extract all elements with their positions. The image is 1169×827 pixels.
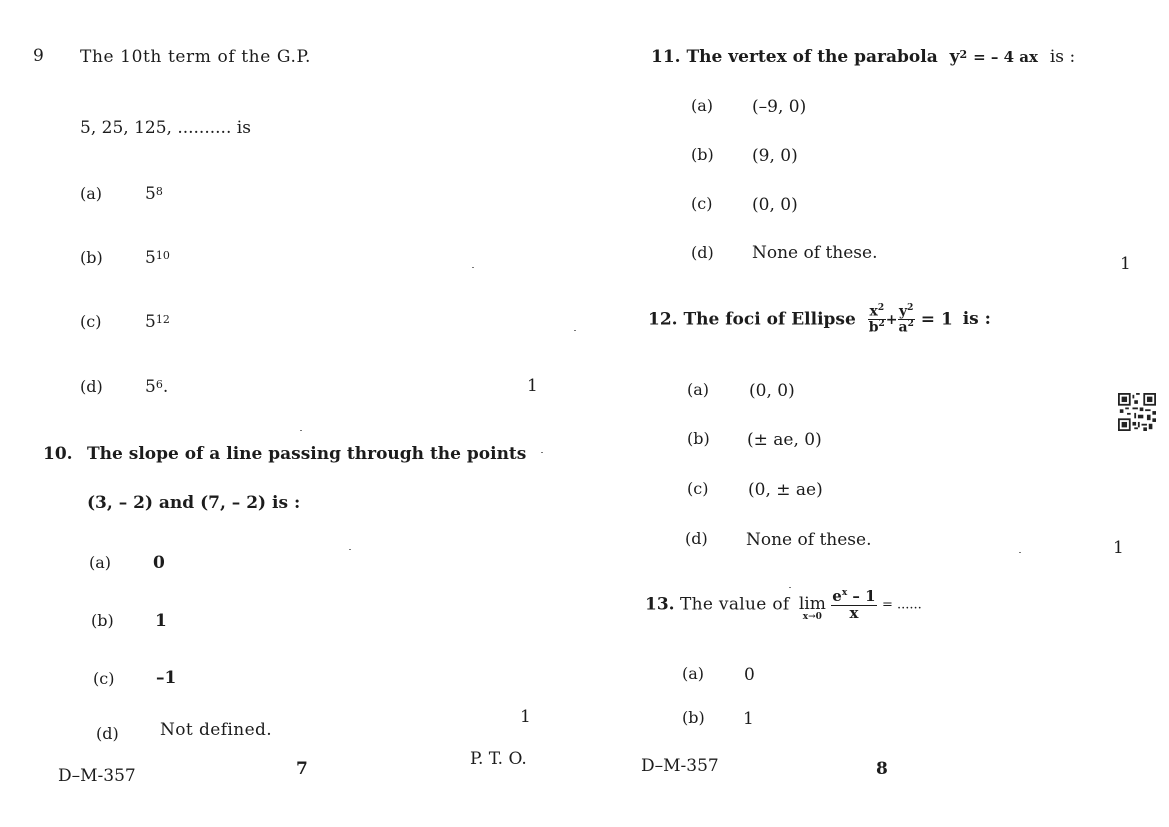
q12-option-a-value: (0, 0): [749, 381, 795, 401]
q10-option-a-value: 0: [153, 553, 165, 573]
q13-option-a-value: 0: [744, 665, 755, 685]
q9-option-c-value: [145, 312, 170, 332]
q12-frac2-num-var: y: [899, 303, 908, 320]
q11-option-a-value: (–9, 0): [752, 97, 807, 117]
left-footer-code: D–M-357: [58, 766, 136, 786]
q13-num-exp: x: [841, 587, 848, 598]
q12-frac2-den-var: a: [898, 320, 908, 336]
q12-plus-sign: +: [885, 311, 898, 328]
q11-option-a-label: (a): [691, 96, 714, 115]
q13-option-b-label: (b): [682, 708, 705, 727]
q13-limit: [799, 588, 826, 622]
q13-num-rest: – 1: [847, 586, 876, 605]
q13-option-b-value: 1: [743, 709, 754, 729]
q9-option-d-value: [145, 377, 168, 397]
q10-option-b-value: 1: [155, 611, 167, 631]
q11-eq-rhs: = – 4 ax: [973, 48, 1038, 66]
q9-option-a-exponent: 8: [155, 185, 163, 198]
scan-speck: [472, 267, 474, 268]
q13-stem-suffix: = ......: [881, 597, 922, 613]
q9-option-b-label: (b): [80, 248, 103, 267]
q10-option-d-label: (d): [96, 724, 119, 743]
q11-equation: [950, 47, 1038, 67]
q10-marks: 1: [520, 707, 531, 727]
right-footer-code: D–M-357: [641, 756, 719, 776]
q10-option-c-value: –1: [156, 668, 177, 688]
q11-number: 11.: [651, 47, 681, 67]
q12-fraction-x2-b2: [868, 304, 886, 336]
q9-option-d-suffix: .: [162, 377, 169, 397]
q12-frac1-den-var: b: [868, 320, 879, 336]
q12-frac2-num-exp: 2: [907, 303, 914, 313]
scan-speck: [300, 430, 302, 431]
q12-option-c-value: (0, ± ae): [748, 480, 823, 500]
q9-option-c-base: 5: [145, 312, 156, 332]
q13-fraction: [831, 586, 876, 622]
q9-option-c-exponent: 12: [155, 313, 170, 326]
q9-number: 9: [33, 46, 44, 66]
q13-lim-subscript: x→0: [802, 612, 822, 622]
q11-option-d-label: (d): [691, 243, 714, 262]
q13-den: x: [849, 603, 859, 622]
q9-option-a-label: (a): [80, 184, 103, 203]
q13-number: 13.: [645, 594, 675, 615]
q12-option-b-label: (b): [687, 429, 710, 448]
scan-speck: [1019, 552, 1021, 553]
scan-speck: [349, 549, 351, 550]
scan-speck: [789, 587, 791, 588]
q9-option-b-base: 5: [145, 248, 156, 268]
q11-stem-suffix: is :: [1049, 47, 1076, 67]
q12-fraction-y2-a2: [898, 304, 915, 336]
q9-option-b-exponent: 10: [155, 249, 170, 262]
q9-option-d-exponent: 6: [155, 378, 163, 391]
right-footer-page-number: 8: [876, 759, 888, 779]
scan-speck: [541, 452, 543, 453]
q10-stem-line1: The slope of a line passing through the points: [87, 444, 527, 464]
q10-option-c-label: (c): [93, 669, 115, 688]
q9-option-c-label: (c): [80, 312, 102, 331]
q11-stem: [651, 47, 1075, 67]
scan-speck: [574, 330, 576, 331]
q12-option-d-label: (d): [685, 529, 708, 548]
q9-option-a-value: [145, 184, 163, 204]
q11-stem-text: The vertex of the parabola: [686, 47, 938, 67]
left-footer-page-number: 7: [296, 759, 308, 779]
q11-option-c-value: (0, 0): [752, 195, 798, 215]
q12-option-d-value: None of these.: [746, 530, 872, 550]
q9-option-d-label: (d): [80, 377, 103, 396]
q11-eq-exponent: 2: [959, 48, 968, 61]
q11-marks: 1: [1120, 254, 1131, 274]
q9-option-a-base: 5: [145, 184, 156, 204]
q12-stem-text: The foci of Ellipse: [683, 309, 856, 330]
q12-frac1-num-exp: 2: [877, 303, 885, 313]
q10-stem-line2: (3, – 2) and (7, – 2) is :: [87, 493, 301, 513]
q12-stem-suffix: is :: [962, 309, 991, 330]
q10-number: 10.: [43, 444, 73, 464]
q13-lim-word: lim: [798, 594, 826, 614]
q13-num-base: e: [832, 586, 842, 605]
q13-stem-text: The value of: [679, 594, 790, 615]
q12-frac2-den-exp: 2: [907, 319, 914, 330]
q10-option-a-label: (a): [89, 553, 112, 572]
q12-marks: 1: [1113, 538, 1124, 558]
q10-option-d-value: Not defined.: [160, 720, 273, 740]
q13-option-a-label: (a): [682, 664, 705, 683]
q9-stem-line2: 5, 25, 125, .......... is: [80, 118, 251, 138]
q10-option-b-label: (b): [91, 611, 114, 630]
q12-number: 12.: [648, 309, 678, 330]
q13-stem: [645, 588, 922, 622]
q12-frac1-num-var: x: [869, 303, 878, 320]
q11-option-c-label: (c): [691, 194, 713, 213]
q9-option-b-value: [145, 248, 170, 268]
q12-stem: [648, 304, 991, 336]
q11-option-b-value: (9, 0): [752, 146, 798, 166]
q12-frac1-den-exp: 2: [878, 319, 885, 330]
q9-marks: 1: [527, 376, 538, 396]
left-footer-pto: P. T. O.: [470, 749, 527, 769]
q12-option-a-label: (a): [687, 380, 710, 399]
q9-stem-line1: The 10th term of the G.P.: [80, 47, 312, 67]
q11-eq-y: y: [949, 47, 960, 67]
q12-equals-one: = 1: [920, 309, 953, 330]
q12-option-c-label: (c): [687, 479, 709, 498]
q11-option-b-label: (b): [691, 145, 714, 164]
qr-code: [1118, 393, 1156, 431]
q9-option-d-base: 5: [145, 377, 156, 397]
q11-option-d-value: None of these.: [752, 243, 878, 263]
q12-option-b-value: (± ae, 0): [747, 430, 822, 450]
